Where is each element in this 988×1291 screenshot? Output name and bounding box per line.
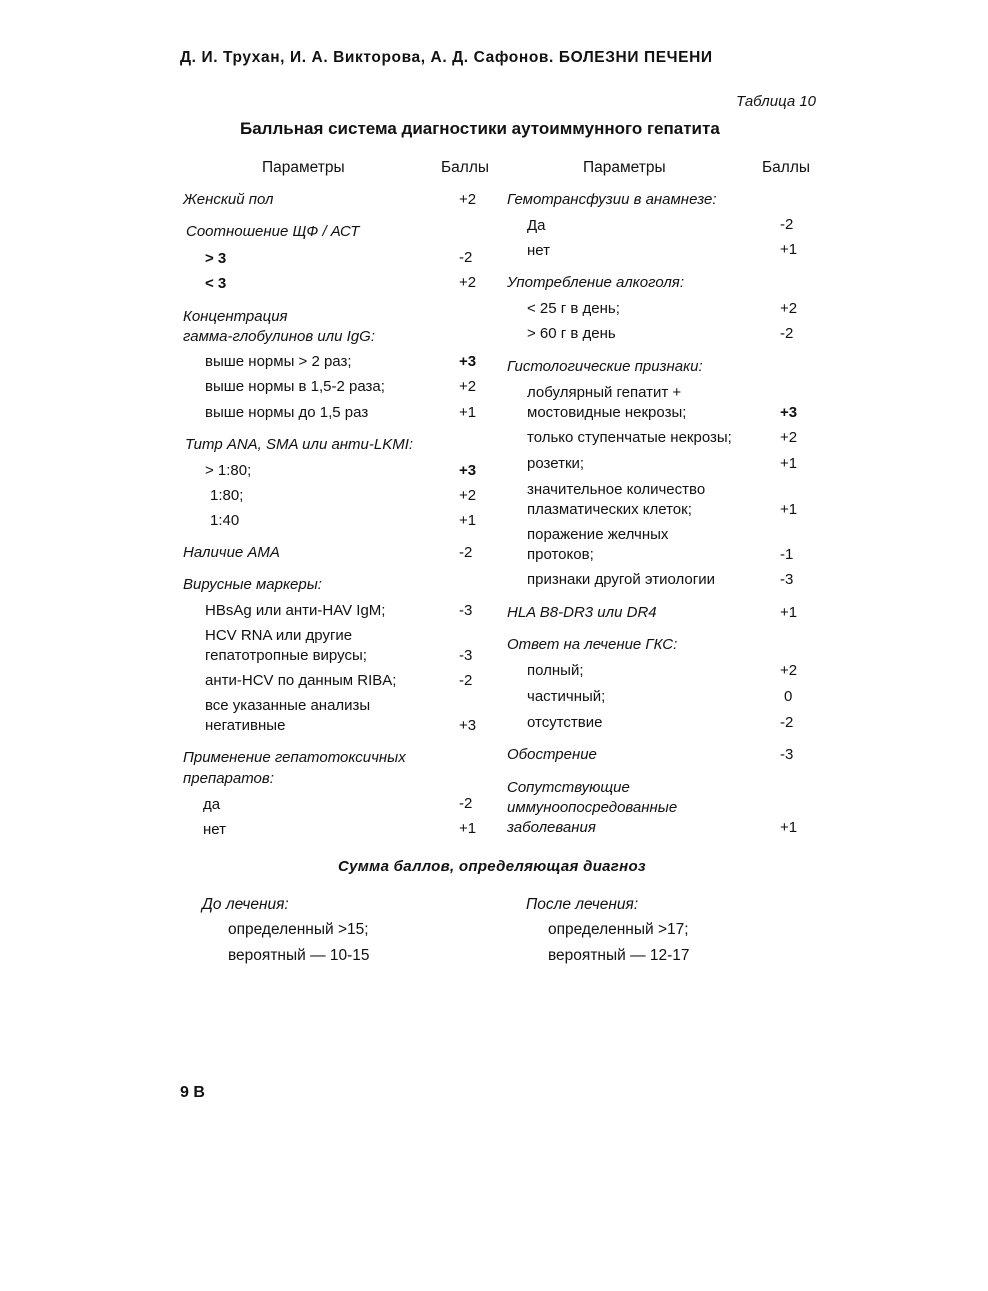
score-viral-anti-hcv: -2	[459, 672, 473, 689]
score-histo-rosettes: +1	[780, 455, 798, 472]
item-gamma-gt2: выше нормы > 2 раз;	[205, 353, 352, 370]
summary-after-definite: определенный >17;	[548, 921, 689, 938]
score-histo-bile-ducts: -1	[780, 546, 794, 563]
running-head: Д. И. Трухан, И. А. Викторова, А. Д. Сафонов. БОЛЕЗНИ ПЕЧЕНИ	[180, 49, 713, 66]
item-response-none: отсутствие	[527, 714, 603, 731]
item-transfusion-no: нет	[527, 242, 550, 259]
param-transfusion: Гемотрансфузии в анамнезе:	[507, 191, 717, 208]
summary-after-probable: вероятный — 12-17	[548, 947, 690, 964]
table-title: Балльная система диагностики аутоиммунного гепатита	[240, 119, 720, 138]
param-ama: Наличие АМА	[183, 544, 280, 561]
score-gamma-gt2: +3	[459, 353, 477, 370]
item-histo-bile-ducts: поражение желчных	[527, 526, 669, 543]
item-drugs-no: нет	[203, 821, 226, 838]
score-drugs-yes: -2	[459, 795, 473, 812]
score-alcohol-gt60: -2	[780, 325, 794, 342]
score-transfusion-yes: -2	[780, 216, 794, 233]
param-comorbid-line3: заболевания	[507, 819, 596, 836]
score-titer-1-80: +2	[459, 487, 477, 504]
item-histo-bile-ducts-line2: протоков;	[527, 546, 594, 563]
param-alcohol: Употребление алкоголя:	[507, 274, 684, 291]
item-titer-gt-1-80: > 1:80;	[205, 462, 252, 479]
param-histology: Гистологические признаки:	[507, 358, 703, 375]
param-viral-markers: Вирусные маркеры:	[183, 576, 322, 593]
item-viral-anti-hcv: анти-HCV по данным RIBA;	[205, 672, 397, 689]
item-alcohol-gt60: > 60 г в день	[527, 325, 616, 342]
item-gamma-1-5-2: выше нормы в 1,5-2 раза;	[205, 378, 385, 395]
score-histo-piecemeal: +2	[780, 429, 798, 446]
score-ratio-gt3: -2	[459, 249, 473, 266]
table-number: Таблица 10	[736, 93, 817, 110]
score-response-none: -2	[780, 714, 794, 731]
item-histo-other-etiology: признаки другой этиологии	[527, 571, 715, 588]
item-viral-all-negative-line2: негативные	[205, 717, 286, 734]
score-drugs-no: +1	[459, 820, 477, 837]
item-drugs-yes: да	[203, 796, 221, 813]
item-viral-hcv-rna-line2: гепатотропные вирусы;	[205, 647, 367, 664]
column-header-scores-right: Баллы	[762, 159, 811, 176]
score-alcohol-lt25: +2	[780, 300, 798, 317]
item-response-partial: частичный;	[527, 688, 606, 705]
item-viral-hbsag: HBsAg или анти-HAV IgM;	[205, 602, 386, 619]
score-ama: -2	[459, 544, 473, 561]
param-hla: HLA B8-DR3 или DR4	[507, 604, 657, 621]
score-hla: +1	[780, 604, 798, 621]
item-gamma-upto-1-5: выше нормы до 1,5 раз	[205, 404, 369, 421]
param-comorbid-line2: иммуноопосредованные	[507, 799, 678, 816]
item-transfusion-yes: Да	[527, 217, 546, 234]
item-histo-lobular-line2: мостовидные некрозы;	[527, 404, 687, 421]
score-gamma-upto-1-5: +1	[459, 404, 477, 421]
item-response-full: полный;	[527, 662, 584, 679]
score-response-full: +2	[780, 662, 798, 679]
page-number: 9 В	[180, 1084, 205, 1101]
score-viral-hbsag: -3	[459, 602, 473, 619]
param-gcs-response: Ответ на лечение ГКС:	[507, 636, 678, 653]
summary-title: Сумма баллов, определяющая диагноз	[338, 858, 646, 875]
column-header-params-left: Параметры	[262, 159, 345, 176]
item-histo-lobular: лобулярный гепатит +	[527, 384, 682, 401]
score-titer-gt-1-80: +3	[459, 462, 477, 479]
summary-before-definite: определенный >15;	[228, 921, 369, 938]
item-titer-1-40: 1:40	[210, 512, 240, 529]
param-hepatotoxic-drugs-line2: препаратов:	[183, 770, 274, 787]
item-titer-1-80: 1:80;	[210, 487, 244, 504]
score-ratio-lt3: +2	[459, 274, 477, 291]
score-histo-other-etiology: -3	[780, 571, 794, 588]
column-header-scores-left: Баллы	[441, 159, 490, 176]
param-gamma-globulin: Концентрация	[183, 308, 288, 325]
param-gamma-globulin-line2: гамма-глобулинов или IgG:	[183, 328, 375, 345]
item-alcohol-lt25: < 25 г в день;	[527, 300, 620, 317]
item-histo-piecemeal: только ступенчатые некрозы;	[527, 429, 732, 446]
summary-before-heading: До лечения:	[202, 896, 289, 913]
score-female-sex: +2	[459, 191, 477, 208]
param-titer: Титр ANA, SMA или анти-LKMI:	[185, 436, 414, 453]
item-ratio-lt3: < 3	[205, 275, 227, 292]
item-histo-plasma-cells: значительное количество	[527, 481, 706, 498]
item-ratio-gt3: > 3	[205, 250, 227, 267]
summary-after-heading: После лечения:	[526, 896, 639, 913]
score-histo-plasma-cells: +1	[780, 501, 798, 518]
score-response-partial: 0	[784, 688, 793, 705]
score-titer-1-40: +1	[459, 512, 477, 529]
param-alp-ast-ratio: Соотношение ЩФ / АСТ	[186, 223, 360, 240]
param-female-sex: Женский пол	[183, 191, 274, 208]
summary-before-probable: вероятный — 10-15	[228, 947, 370, 964]
param-hepatotoxic-drugs: Применение гепатотоксичных	[183, 749, 406, 766]
param-exacerbation: Обострение	[507, 746, 597, 763]
score-histo-lobular: +3	[780, 404, 798, 421]
column-header-params-right: Параметры	[583, 159, 666, 176]
item-viral-hcv-rna: HCV RNA или другие	[205, 627, 353, 644]
score-transfusion-no: +1	[780, 241, 798, 258]
item-viral-all-negative: все указанные анализы	[205, 697, 371, 714]
score-exacerbation: -3	[780, 746, 794, 763]
score-gamma-1-5-2: +2	[459, 378, 477, 395]
param-comorbid: Сопутствующие	[507, 779, 630, 796]
score-viral-all-negative: +3	[459, 717, 477, 734]
score-comorbid: +1	[780, 819, 798, 836]
score-viral-hcv-rna: -3	[459, 647, 473, 664]
item-histo-plasma-cells-line2: плазматических клеток;	[527, 501, 692, 518]
item-histo-rosettes: розетки;	[527, 455, 585, 472]
